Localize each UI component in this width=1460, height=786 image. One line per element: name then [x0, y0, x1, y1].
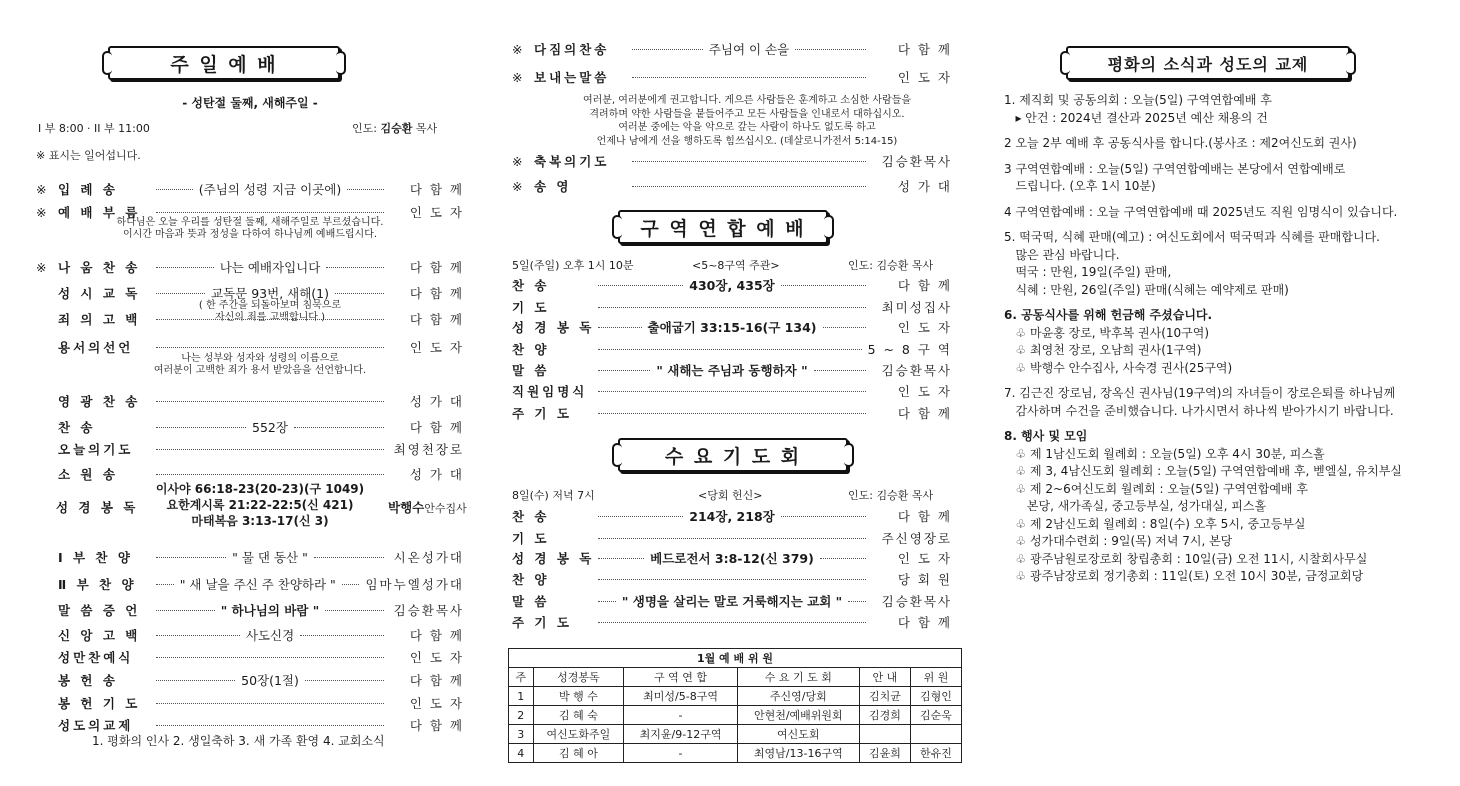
scripture-reader: 박행수안수집사 [388, 500, 467, 515]
leader-dots [156, 656, 384, 658]
order-row [490, 404, 952, 422]
news-line: 6. 공동식사를 위해 헌금해 주셨습니다. [1004, 308, 1213, 322]
leader-dots [598, 390, 866, 392]
duty-title: 1월 예 배 위 원 [509, 649, 962, 668]
order-row [490, 298, 952, 316]
news-line: 8. 행사 및 모임 [1004, 429, 1088, 443]
row-middle: 430장, 435장 [689, 278, 775, 293]
duty-header-row [509, 668, 962, 687]
row-middle: " 새 날을 주신 주 찬양하라 " [179, 577, 336, 592]
table-row [509, 725, 962, 744]
news-line: 식혜 : 만원, 26일(주일) 판매(식혜는 예약제로 판매) [1004, 282, 1289, 297]
order-row [490, 382, 952, 400]
row-label: 보내는말씀 [534, 70, 610, 85]
row-label: 입 례 송 [58, 182, 118, 197]
row-right: 다 함 께 [409, 286, 465, 301]
leader-dots [156, 292, 205, 294]
order-row [36, 180, 464, 198]
order-row [512, 68, 952, 86]
subtitle: - 성탄절 둘째, 새해주일 - [182, 96, 318, 110]
leader-dots [598, 348, 862, 350]
duty-cell: 김 혜 아 [533, 744, 624, 763]
row-label: 말 씀 증 언 [58, 603, 141, 618]
leader-dots [294, 426, 384, 428]
news-line: ♧ 광주남원로장로회 창립총회 : 10일(금) 오전 11시, 시찰회사무실 [1004, 551, 1368, 566]
news-line: 5. 떡국떡, 식혜 판매(예고) : 여신도회에서 떡국떡과 식혜를 판매합니다. [1004, 230, 1380, 244]
order-row [36, 648, 464, 666]
row-right: 시온성가대 [393, 550, 465, 565]
leader-dots [342, 583, 360, 585]
duty-cell: 주신영/당회 [737, 687, 859, 706]
row-middle: " 생명을 살리는 말로 거룩해지는 교회 " [621, 594, 843, 609]
order-row [490, 276, 952, 294]
row-right: 다 함 께 [409, 420, 464, 435]
leader-dots [632, 48, 703, 50]
row-label: 주 기 도 [512, 615, 572, 630]
row-label: 신 앙 고 백 [58, 628, 141, 643]
stand-mark: ※ [512, 178, 523, 194]
table-row [509, 687, 962, 706]
row-middle: " 물 댄 동산 " [232, 550, 308, 565]
leader-dots [156, 724, 384, 726]
row-label: 성 경 봉 독 [512, 551, 595, 566]
row-label: 주 기 도 [512, 406, 572, 421]
news-line: ♧ 제 2남신도회 월례회 : 8일(수) 오후 5시, 중고등부실 [1004, 516, 1306, 531]
row-label: 찬 양 [512, 342, 550, 357]
leader-dots [156, 266, 214, 268]
leader-dots [335, 292, 384, 294]
row-middle: 교독문 93번, 새해(1) [211, 286, 329, 301]
duty-cell: 최지윤/9-12구역 [624, 725, 737, 744]
middle-column [512, 0, 962, 786]
row-right: 김승환목사 [881, 154, 952, 169]
row-middle: 50장(1절) [241, 673, 299, 688]
row-label: 봉 헌 송 [58, 673, 118, 688]
news-list [1004, 92, 1402, 586]
stand-mark: ※ [36, 204, 47, 220]
duty-header-cell: 안 내 [859, 668, 910, 687]
order-row [490, 318, 952, 336]
news-line: ♧ 제 1남신도회 월례회 : 오늘(5일) 오후 4시 30분, 피스홀 [1004, 446, 1325, 461]
order-row [490, 613, 952, 631]
order-row [490, 340, 952, 358]
row-right: 다 함 께 [897, 42, 952, 57]
row-right: 다 함 께 [897, 406, 952, 421]
row-right: 다 함 께 [409, 673, 465, 688]
duty-cell: 김 혜 숙 [533, 706, 624, 725]
row-right: 인 도 자 [897, 384, 952, 399]
row-middle: (주님의 성령 지금 이곳에) [198, 182, 342, 197]
order-row [490, 549, 952, 567]
leader-dots [598, 515, 683, 517]
row-middle: 출애굽기 33:15-16(구 134) [647, 320, 817, 335]
leader-dots [156, 702, 384, 704]
leader-dots [795, 48, 866, 50]
leader-dots [848, 600, 866, 602]
duty-cell: 여신도회 [737, 725, 859, 744]
row-label: 성 시 교 독 [58, 286, 141, 301]
order-row [36, 258, 464, 276]
table-row [509, 744, 962, 763]
news-line: ♧ 제 3, 4남신도회 월례회 : 오늘(5일) 구역연합예배 후, 벧엘실, 유치부실 [1004, 464, 1402, 478]
news-line: ♧ 광주남장로회 정기총회 : 11일(토) 오전 10시 30분, 금정교회당 [1004, 569, 1364, 583]
leader-dots [632, 160, 866, 162]
duty-cell: 안현천/예배위원회 [737, 706, 859, 725]
row-label: 축복의기도 [534, 154, 610, 169]
row-right: 인 도 자 [409, 650, 464, 665]
union-time: 5일(주일) 오후 1시 10분 [512, 259, 634, 272]
scripture-label: 성 경 봉 독 [56, 500, 139, 515]
row-label: 찬 송 [512, 509, 550, 524]
row-right: 인 도 자 [409, 340, 464, 355]
leader-dots [598, 557, 644, 559]
pardon-text: 나는 성부와 성자와 성령의 이름으로 여러분이 고백한 죄가 용서 받았음을 선언합니다. [153, 353, 367, 376]
order-row [36, 601, 464, 619]
stand-mark: ※ [512, 69, 523, 85]
sunday-worship-banner: 주 일 예 배 [108, 46, 340, 80]
row-right: 임마누엘성가대 [365, 577, 464, 592]
duty-cell: 김순욱 [910, 706, 961, 725]
row-right: 주신영장로 [881, 531, 952, 546]
duty-header-cell: 구 역 연 합 [624, 668, 737, 687]
union-leader: 인도: 김승환 목사 [848, 259, 934, 272]
row-right: 다 함 께 [409, 260, 465, 275]
row-right: 인 도 자 [897, 320, 953, 335]
leader-dots [156, 400, 384, 402]
row-label: 기 도 [512, 531, 550, 546]
left-column [30, 0, 470, 786]
row-right: 인 도 자 [897, 551, 952, 566]
leader-dots [156, 188, 193, 190]
order-row [512, 152, 952, 170]
row-right: 인 도 자 [409, 696, 464, 711]
row-middle: 214장, 218장 [689, 509, 775, 524]
row-middle: 베드로전서 3:8-12(신 379) [650, 551, 814, 566]
news-line: 떡국 : 만원, 19일(주일) 판매, [1004, 265, 1172, 279]
row-right: 인 도 자 [897, 70, 952, 85]
news-line: ▸ 안건 : 2024년 결산과 2025년 예산 채용의 건 [1004, 110, 1268, 125]
duty-header-cell: 성경봉독 [533, 668, 624, 687]
row-label: 성도의교제 [58, 718, 134, 733]
row-label: 오늘의기도 [58, 442, 134, 457]
row-label: Ⅰ 부 찬 양 [58, 550, 133, 565]
news-line: 많은 관심 바랍니다. [1004, 247, 1120, 262]
news-line: 2 오늘 2부 예배 후 공동식사를 합니다.(봉사조 : 제2여신도회 권사) [1004, 136, 1357, 150]
duty-cell: 2 [509, 706, 534, 725]
row-right: 다 함 께 [409, 718, 464, 733]
row-label: 말 씀 [512, 594, 550, 609]
duty-header-cell: 위 원 [910, 668, 961, 687]
leader-dots [814, 369, 866, 371]
stand-mark: ※ [512, 41, 523, 57]
leader-dots [156, 679, 235, 681]
row-right: 인 도 자 [409, 205, 464, 220]
duty-cell [859, 725, 910, 744]
row-label: 찬 송 [512, 278, 550, 293]
row-label: 영 광 찬 송 [58, 394, 141, 409]
order-row [36, 694, 464, 712]
news-line: ♧ 제 2~6여신도회 월례회 : 오늘(5일) 구역연합예배 후 [1004, 481, 1308, 496]
news-line: 감사하며 수건을 준비했습니다. 나가시면서 하나씩 받아가시기 바랍니다. [1004, 403, 1394, 418]
news-banner: 평화의 소식과 성도의 교제 [1066, 46, 1350, 80]
sending-words-text: 여러분, 여러분에게 권고합니다. 게으른 사람들은 훈계하고 소심한 사람들을 격려하며 약한 사람들을 붙들어주고 모든 사람들을 인내로서 대하십시오. 여러분 중에는 악을 악으로 갚는 사람이 하나도 없도록 하고 언제나 남에게 선을 행하도록 힘쓰십시오. (데살로니가전서 5:14-15) [582, 95, 912, 147]
row-middle: 552장 [252, 420, 288, 435]
duty-cell: 최영남/13-16구역 [737, 744, 859, 763]
order-row [36, 392, 464, 410]
wed-time: 8일(수) 저녁 7시 [512, 489, 595, 502]
row-right: 최미성집사 [881, 300, 952, 315]
order-row [490, 570, 952, 588]
wed-leader: 인도: 김승환 목사 [848, 489, 934, 502]
row-middle: 주님여 이 손을 [708, 42, 790, 57]
duty-cell: 여신도화주일 [533, 725, 624, 744]
row-right: 다 함 께 [409, 312, 464, 327]
row-label: 말 씀 [512, 363, 550, 378]
fellowship-list: 1. 평화의 인사 2. 생일축하 3. 새 가족 환영 4. 교회소식 [92, 734, 385, 748]
order-row [490, 507, 952, 525]
duty-cell: 박 행 수 [533, 687, 624, 706]
leader-dots [156, 634, 240, 636]
row-label: 기 도 [512, 300, 550, 315]
leader-dots [156, 426, 246, 428]
row-label: 찬 송 [58, 420, 96, 435]
row-right: 김승환목사 [881, 363, 952, 378]
right-column [1004, 0, 1434, 786]
row-label: 예 배 부 름 [58, 205, 141, 220]
leader-dots [156, 346, 384, 348]
leader-dots [598, 284, 683, 286]
row-right: 성 가 대 [897, 179, 952, 194]
leader-dots [598, 306, 866, 308]
order-row [36, 548, 464, 566]
row-label: 직원임명식 [512, 384, 588, 399]
row-label: Ⅱ 부 찬 양 [58, 577, 137, 592]
wednesday-prayer-banner: 수 요 기 도 회 [618, 438, 848, 472]
leader-dots [598, 412, 866, 414]
leader-dots [325, 609, 384, 611]
duty-cell: 김윤희 [859, 744, 910, 763]
row-label: 성 경 봉 독 [512, 320, 595, 335]
news-line: 1. 제직회 및 공동의회 : 오늘(5일) 구역연합예배 후 [1004, 93, 1272, 107]
news-line: 본당, 새가족실, 중고등부실, 성가대실, 피스홀 [1004, 499, 1267, 513]
leader-dots [156, 609, 215, 611]
row-right: 김승환목사 [881, 594, 953, 609]
row-right: 다 함 께 [897, 509, 952, 524]
scripture-readings: 이사야 66:18-23(20-23)(구 1049) 요한계시록 21:22-22:5(신 421) 마태복음 3:13-17(신 3) [155, 482, 365, 528]
news-line: 4 구역연합예배 : 오늘 구역연합예배 때 2025년도 직원 임명식이 있습니다. [1004, 204, 1398, 219]
row-label: 다짐의찬송 [534, 42, 610, 57]
row-right: 성 가 대 [409, 467, 464, 482]
row-label: 소 원 송 [58, 467, 118, 482]
duty-cell: 김형인 [910, 687, 961, 706]
news-line: ♧ 최영천 장로, 오남희 권사(1구역) [1004, 343, 1202, 357]
order-row [490, 361, 952, 379]
leader-dots [305, 679, 384, 681]
leader-dots [156, 473, 384, 475]
leader-dots [156, 211, 384, 213]
row-middle: " 새해는 주님과 동행하자 " [656, 363, 808, 378]
leader-dots [598, 326, 642, 328]
leader-dots [820, 557, 866, 559]
order-row [36, 440, 464, 458]
leader-dots [156, 583, 174, 585]
news-line: 드립니다. (오후 1시 10분) [1004, 179, 1156, 193]
order-row [36, 626, 464, 644]
leader-dots [598, 600, 616, 602]
leader-dots [781, 515, 866, 517]
row-right: 당 회 원 [897, 572, 952, 587]
duty-roster-table [508, 648, 962, 763]
leader-dots [326, 266, 384, 268]
duty-cell: 김치균 [859, 687, 910, 706]
row-label: 성만찬예식 [58, 650, 134, 665]
duty-header-cell: 주 [509, 668, 534, 687]
leader-dots [156, 556, 226, 558]
row-label: 나 움 찬 송 [58, 260, 141, 275]
row-right: 다 함 께 [897, 278, 952, 293]
row-label: 봉 헌 기 도 [58, 696, 141, 711]
row-middle: 사도신경 [245, 628, 295, 643]
table-row [509, 706, 962, 725]
row-right: 성 가 대 [409, 394, 464, 409]
duty-header-cell: 수 요 기 도 회 [737, 668, 859, 687]
row-right: 다 함 께 [409, 628, 464, 643]
service-times: I 부 8:00 · II 부 11:00 [38, 122, 150, 135]
row-label: 송 영 [534, 179, 572, 194]
row-right: 최영천장로 [393, 442, 464, 457]
leader-dots [632, 76, 866, 78]
duty-cell: 1 [509, 687, 534, 706]
row-middle: 나는 예배자입니다 [219, 260, 321, 275]
standing-note: ※ 표시는 일어섭니다. [36, 149, 141, 162]
leader-dots [823, 326, 867, 328]
order-row [36, 575, 464, 593]
leader-dots [314, 556, 384, 558]
call-to-worship-text: 하나님은 오늘 우리를 성탄절 둘째, 새해주일로 부르셨습니다. 이시간 마음과 뜻과 정성을 다하여 하나님께 예배드립시다. [116, 217, 384, 240]
stand-mark: ※ [36, 181, 47, 197]
leader-dots [632, 185, 866, 187]
duty-cell: 한유진 [910, 744, 961, 763]
union-host: <5~8구역 주관> [692, 259, 780, 272]
leader-dots [598, 369, 650, 371]
union-worship-banner: 구 역 연 합 예 배 [618, 210, 828, 244]
leader-dots [300, 634, 384, 636]
stand-mark: ※ [36, 259, 47, 275]
wed-host: <당회 헌신> [698, 489, 763, 502]
leader-dots [156, 448, 384, 450]
confession-text: ( 한 주간을 되돌아보며 침묵으로 자신의 죄를 고백합니다 ) [198, 300, 342, 323]
duty-cell: - [624, 744, 737, 763]
duty-cell [910, 725, 961, 744]
duty-cell: 김경희 [859, 706, 910, 725]
order-row [490, 529, 952, 547]
row-label: 찬 양 [512, 572, 550, 587]
order-row [36, 671, 464, 689]
news-line: ♧ 마윤홍 장로, 박후복 권사(10구역) [1004, 325, 1210, 340]
news-line: ♧ 박행수 안수집사, 사숙경 권사(25구역) [1004, 360, 1233, 375]
leader-dots [347, 188, 384, 190]
stand-mark: ※ [512, 153, 523, 169]
leader-dots [598, 537, 866, 539]
news-line: 7. 김근진 장로님, 장옥신 권사님(19구역)의 자녀들이 장로은퇴를 하나님께 [1004, 386, 1396, 400]
order-row [36, 418, 464, 436]
duty-cell: 최미성/5-8구역 [624, 687, 737, 706]
row-right: 5 ~ 8 구 역 [867, 342, 952, 357]
row-right: 다 함 께 [897, 615, 952, 630]
row-middle: " 하나님의 바람 " [220, 603, 320, 618]
leader-dots [781, 284, 866, 286]
service-leader: 인도: 김승환 목사 [352, 122, 438, 135]
order-row [512, 40, 952, 58]
leader-dots [598, 578, 866, 580]
news-line: 3 구역연합예배 : 오늘(5일) 구역연합예배는 본당에서 연합예배로 [1004, 161, 1346, 176]
order-row [490, 592, 952, 610]
row-right: 김승환목사 [393, 603, 464, 618]
order-row [512, 177, 952, 195]
row-label: 죄 의 고 백 [58, 312, 141, 327]
duty-cell: - [624, 706, 737, 725]
row-right: 다 함 께 [409, 182, 464, 197]
leader-dots [598, 621, 866, 623]
news-line: ♧ 성가대수련회 : 9일(목) 저녁 7시, 본당 [1004, 534, 1233, 548]
duty-cell: 4 [509, 744, 534, 763]
row-label: 용서의선언 [58, 340, 134, 355]
duty-cell: 3 [509, 725, 534, 744]
